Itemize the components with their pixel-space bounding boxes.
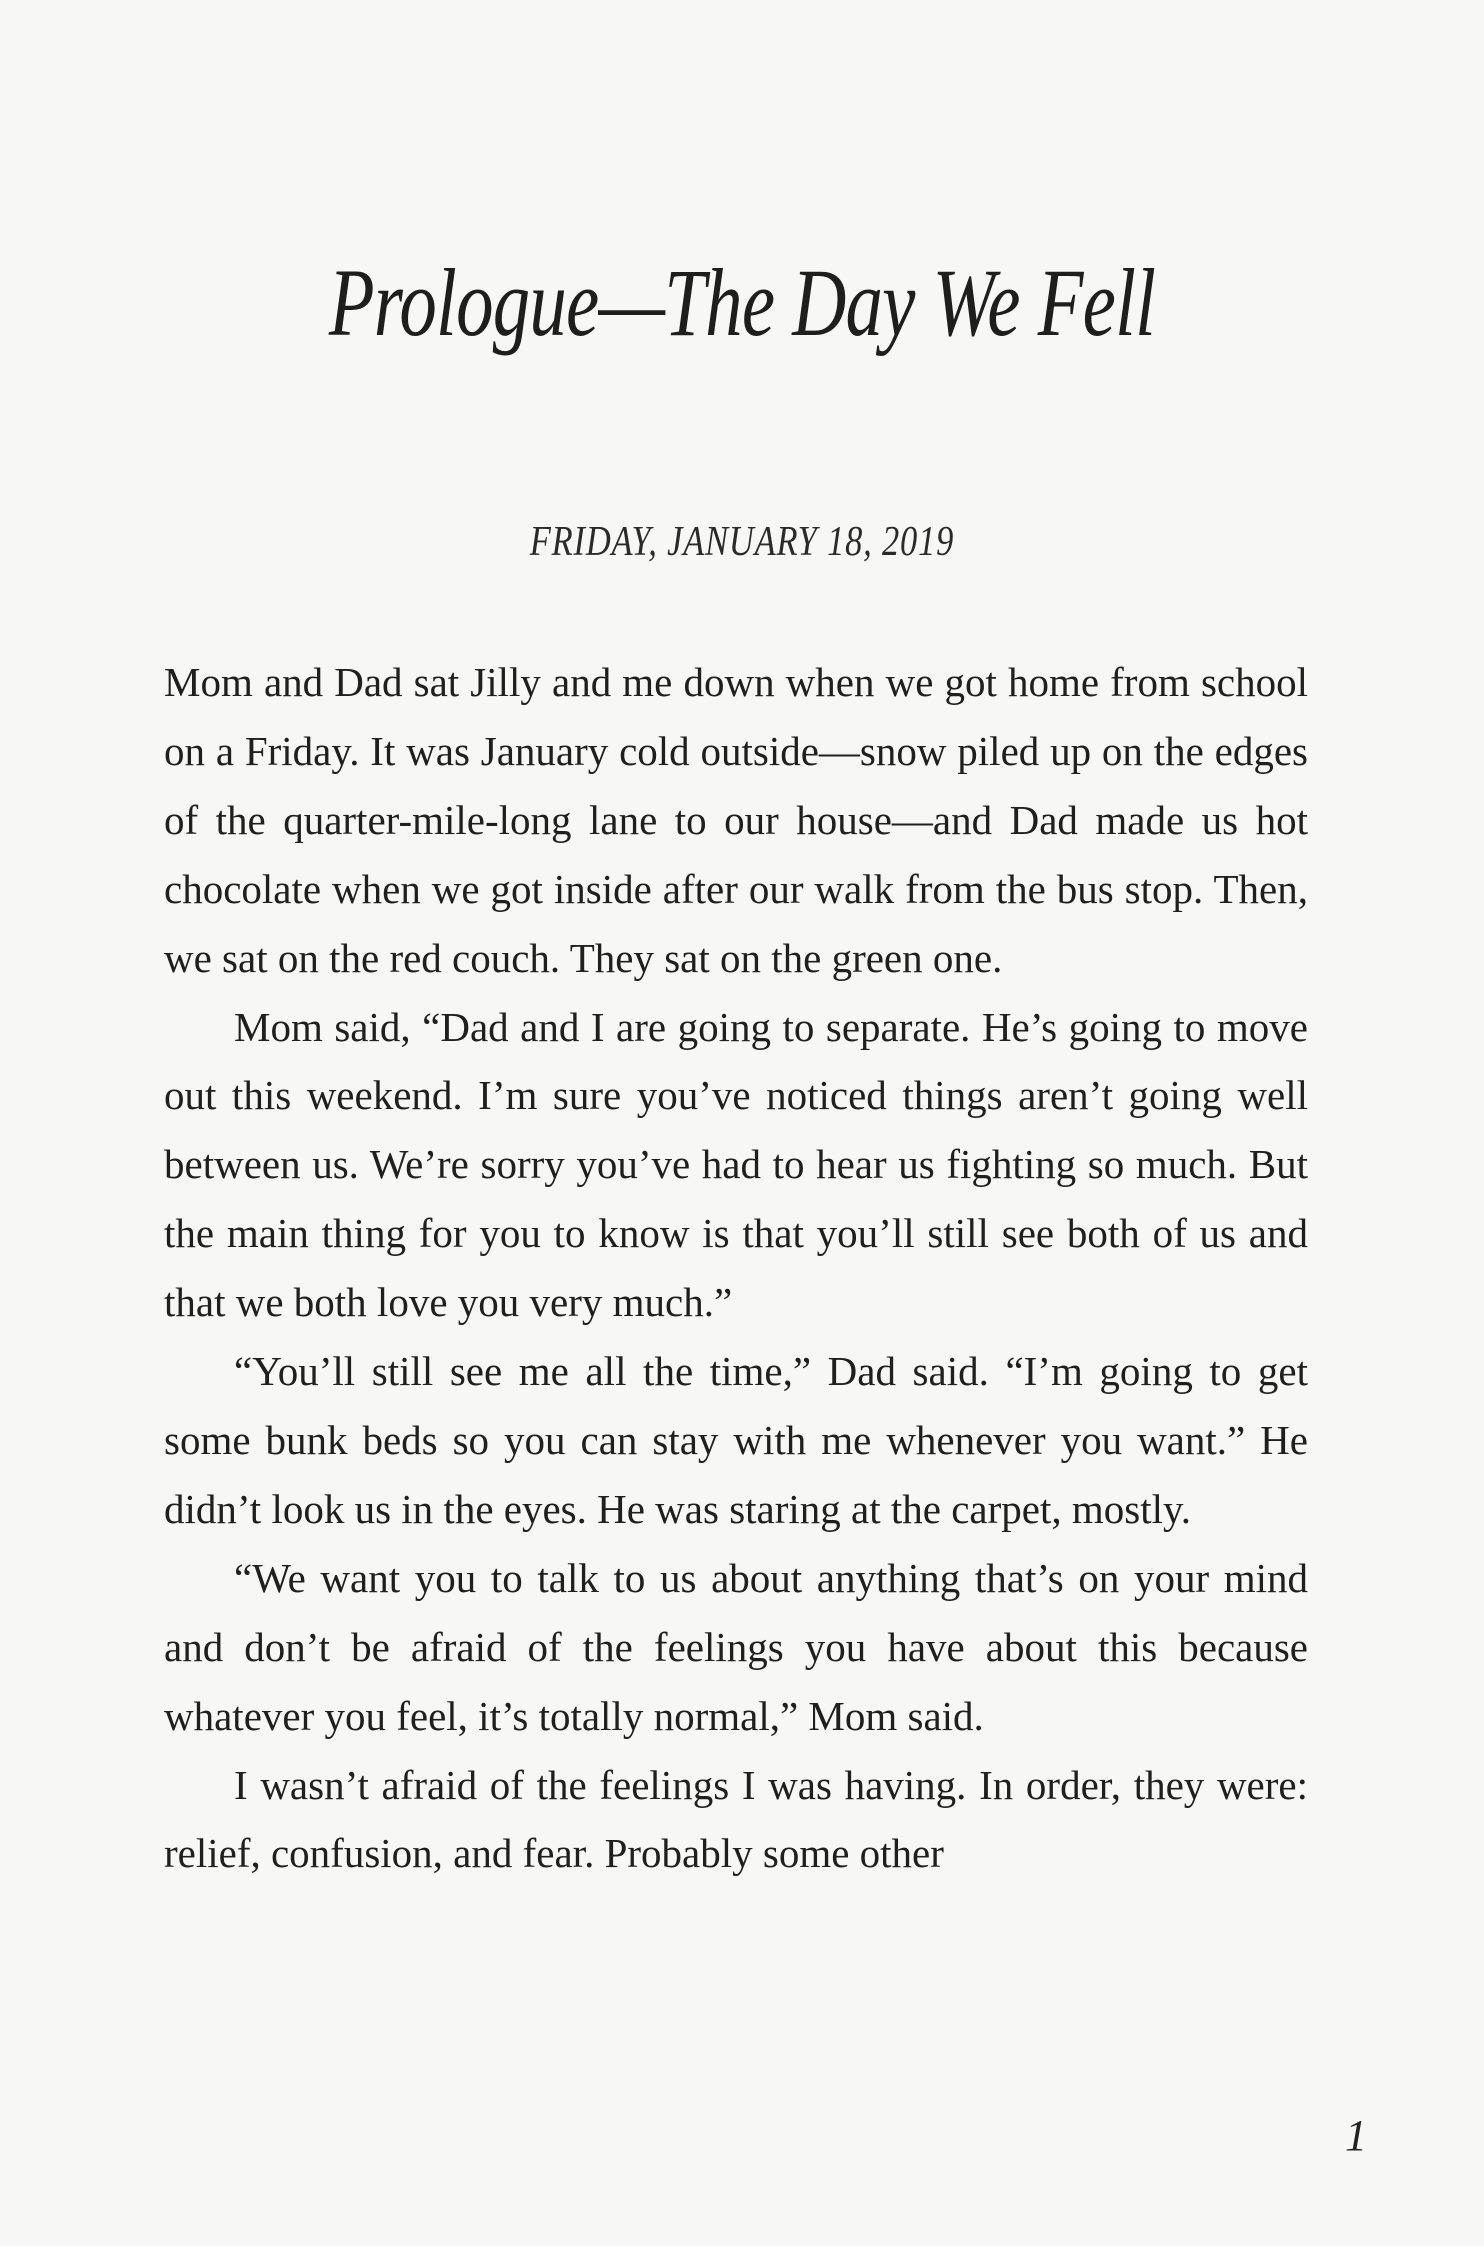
- paragraph: “You’ll still see me all the time,” Dad said. “I’m going to get some bunk beds so you can stay with me whenever you want.” He didn’t look us in the eyes. He was staring at the carpet, mostly.: [164, 1348, 1308, 1532]
- chapter-date: FRIDAY, JANUARY 18, 2019: [529, 519, 955, 565]
- paragraph: Mom said, “Dad and I are going to separate. He’s going to move out this weekend. I’m sure you’ve noticed things aren’t going well between us. We’re sorry you’ve had to hear us fighting so much. But the main thing for you to know is that you’ll still see both of us and that we both love you very much.”: [164, 1003, 1308, 1326]
- page-number: 1: [1345, 2111, 1367, 2160]
- paragraph: I wasn’t afraid of the feelings I was having. In order, they were: relief, confusion, and fear. Probably some other: [164, 1761, 1308, 1877]
- paragraph: Mom and Dad sat Jilly and me down when we got home from school on a Friday. It was January cold outside—snow piled up on the edges of the quarter-mile-long lane to our house—and Dad made us hot chocolate when we got inside after our walk from the bus stop. Then, we sat on the red couch. They sat on the green one.: [164, 659, 1308, 981]
- body-text: [164, 648, 1308, 1888]
- paragraph: “We want you to talk to us about anything that’s on your mind and don’t be afraid of the feelings you have about this because whatever you feel, it’s totally normal,” Mom said.: [164, 1554, 1308, 1739]
- chapter-title: Prologue—The Day We Fell: [328, 249, 1156, 356]
